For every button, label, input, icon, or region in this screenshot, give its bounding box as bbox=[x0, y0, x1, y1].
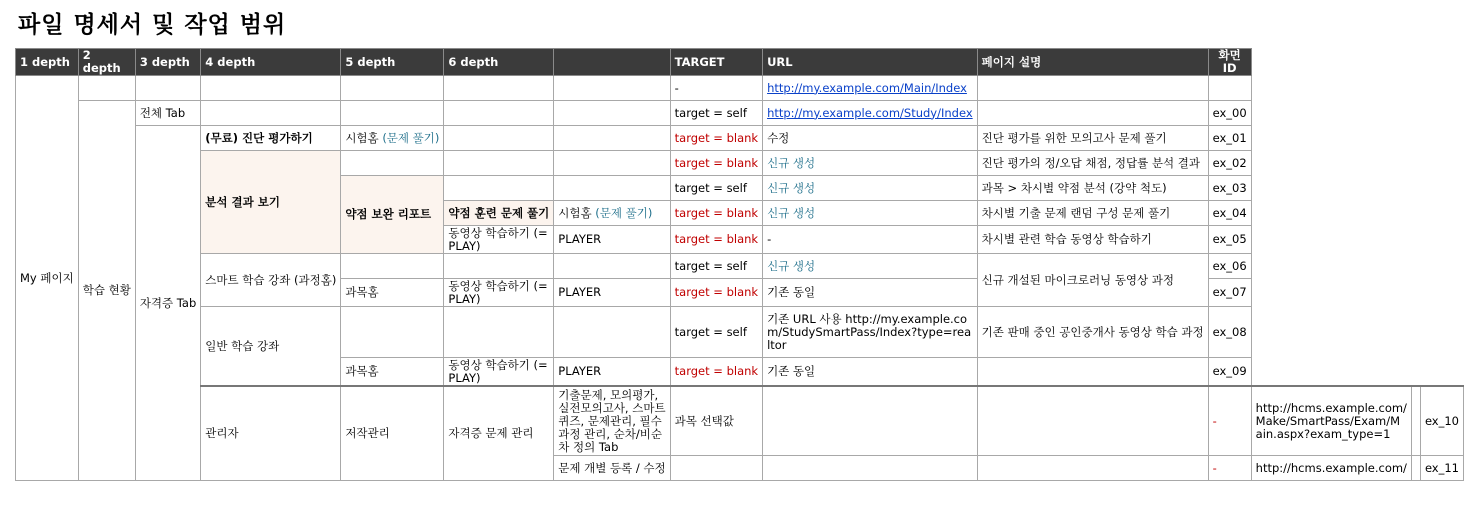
cell-depth6: 동영상 학습하기 (=PLAY) bbox=[444, 279, 554, 307]
cell-screen-id: ex_10 bbox=[1420, 386, 1463, 456]
cell-target: target = blank bbox=[670, 151, 762, 176]
cell-my-page: My 페이지 bbox=[16, 76, 79, 481]
cell-target: - bbox=[1208, 456, 1251, 481]
cell-url: - bbox=[763, 226, 978, 254]
cell-url: 기존 동일 bbox=[763, 279, 978, 307]
cell-description: 차시별 기출 문제 랜덤 구성 문제 풀기 bbox=[977, 201, 1208, 226]
cell-url: 신규 생성 bbox=[763, 176, 978, 201]
table-row bbox=[16, 254, 1464, 279]
cell-general-course: 일반 학습 강좌 bbox=[201, 307, 341, 387]
cell-target: target = self bbox=[670, 176, 762, 201]
cell-analysis: 분석 결과 보기 bbox=[201, 151, 341, 254]
cell-screen-id: ex_06 bbox=[1208, 254, 1251, 279]
cell-url: http://hcms.example.com/ bbox=[1251, 456, 1411, 481]
cell-screen-id: ex_05 bbox=[1208, 226, 1251, 254]
cell-description: 진단 평가를 위한 모의고사 문제 풀기 bbox=[977, 126, 1208, 151]
cell-target: target = blank bbox=[670, 226, 762, 254]
cell-url bbox=[763, 101, 978, 126]
cell-weak-report: 약점 보완 리포트 bbox=[341, 176, 444, 254]
table-row bbox=[16, 151, 1464, 176]
cell-target: - bbox=[670, 76, 762, 101]
cell-url: 기존 동일 bbox=[763, 358, 978, 387]
cell-target: target = blank bbox=[670, 358, 762, 387]
cell-description: 차시별 관련 학습 동영상 학습하기 bbox=[977, 226, 1208, 254]
cell-screen-id: ex_11 bbox=[1420, 456, 1463, 481]
cell-depth6: 동영상 학습하기 (=PLAY) bbox=[444, 226, 554, 254]
header-blank bbox=[554, 49, 670, 76]
cell-depth7: 시험홈 (문제 풀기) bbox=[554, 201, 670, 226]
cell-screen-id: ex_03 bbox=[1208, 176, 1251, 201]
table-row bbox=[16, 101, 1464, 126]
cell-screen-id: ex_02 bbox=[1208, 151, 1251, 176]
cell-admin: 관리자 bbox=[201, 386, 341, 481]
table-row bbox=[16, 386, 1464, 456]
cell-screen-id: ex_01 bbox=[1208, 126, 1251, 151]
header-url: URL bbox=[763, 49, 978, 76]
cell-description: 진단 평가의 정/오답 채점, 정답률 분석 결과 bbox=[977, 151, 1208, 176]
url-link[interactable]: http://my.example.com/Study/Index bbox=[767, 105, 973, 120]
cell-depth5: 시험홈 (문제 풀기) bbox=[341, 126, 444, 151]
cell-url: http://hcms.example.com/Make/SmartPass/Exam/Main.aspx?exam_type=1 bbox=[1251, 386, 1411, 456]
cell-depth6: 동영상 학습하기 (=PLAY) bbox=[444, 358, 554, 387]
header-depth3: 3 depth bbox=[135, 49, 200, 76]
cell-depth4: 문제 개별 등록 / 수정 bbox=[554, 456, 670, 481]
cell-target: target = self bbox=[670, 101, 762, 126]
cell-depth4: (무료) 진단 평가하기 bbox=[201, 126, 341, 151]
header-depth6: 6 depth bbox=[444, 49, 554, 76]
header-depth5: 5 depth bbox=[341, 49, 444, 76]
cell-screen-id: ex_08 bbox=[1208, 307, 1251, 358]
cell-target: target = blank bbox=[670, 126, 762, 151]
header-target: TARGET bbox=[670, 49, 762, 76]
table-row bbox=[16, 307, 1464, 358]
spec-table bbox=[15, 48, 1464, 481]
cell-depth6: 약점 훈련 문제 풀기 bbox=[444, 201, 554, 226]
cell-smart-course: 스마트 학습 강좌 (과정홈) bbox=[201, 254, 341, 307]
cell-target: - bbox=[1208, 386, 1251, 456]
cell-depth7: PLAYER bbox=[554, 226, 670, 254]
cell-depth7: PLAYER bbox=[554, 358, 670, 387]
header-screen-id: 화면 ID bbox=[1208, 49, 1251, 76]
table-row bbox=[16, 126, 1464, 151]
header-depth2: 2 depth bbox=[78, 49, 135, 76]
cell-url: 수정 bbox=[763, 126, 978, 151]
cell-study-status: 학습 현황 bbox=[78, 101, 135, 481]
cell-screen-id: ex_04 bbox=[1208, 201, 1251, 226]
table-row bbox=[16, 76, 1464, 101]
cell-url: 신규 생성 bbox=[763, 201, 978, 226]
cell-description: 과목 > 차시별 약점 분석 (강약 척도) bbox=[977, 176, 1208, 201]
cell-depth5: 과목 선택값 bbox=[670, 386, 762, 456]
header-depth1: 1 depth bbox=[16, 49, 79, 76]
cell-url bbox=[763, 76, 978, 101]
cell-description: 신규 개설된 마이크로러닝 동영상 과정 bbox=[977, 254, 1208, 307]
cell-depth5: 과목홈 bbox=[341, 279, 444, 307]
cell-depth4: 기출문제, 모의평가, 실전모의고사, 스마트퀴즈, 문제관리, 필수 과정 관리, 순차/비순차 정의 Tab bbox=[554, 386, 670, 456]
header-description: 페이지 설명 bbox=[977, 49, 1208, 76]
cell-screen-id: ex_09 bbox=[1208, 358, 1251, 387]
cell-cert-tab: 자격증 Tab bbox=[135, 126, 200, 481]
cell-url: 신규 생성 bbox=[763, 151, 978, 176]
cell-description: 기존 판매 중인 공인중개사 동영상 학습 과정 bbox=[977, 307, 1208, 358]
cell-cert-question-mgmt: 자격증 문제 관리 bbox=[444, 386, 554, 481]
cell-url: 신규 생성 bbox=[763, 254, 978, 279]
cell-screen-id: ex_00 bbox=[1208, 101, 1251, 126]
header-row bbox=[16, 49, 1464, 76]
cell-target: target = blank bbox=[670, 201, 762, 226]
cell-authoring: 저작관리 bbox=[341, 386, 444, 481]
cell-depth3: 전체 Tab bbox=[135, 101, 200, 126]
cell-url: 기존 URL 사용 http://my.example.com/StudySmartPass/Index?type=realtor bbox=[763, 307, 978, 358]
cell-depth7: PLAYER bbox=[554, 279, 670, 307]
header-depth4: 4 depth bbox=[201, 49, 341, 76]
cell-target: target = blank bbox=[670, 279, 762, 307]
cell-target: target = self bbox=[670, 254, 762, 279]
cell-target: target = self bbox=[670, 307, 762, 358]
page-title: 파일 명세서 및 작업 범위 bbox=[18, 12, 287, 38]
url-link[interactable]: http://my.example.com/Main/Index bbox=[767, 80, 967, 95]
cell-depth5: 과목홈 bbox=[341, 358, 444, 387]
cell-screen-id: ex_07 bbox=[1208, 279, 1251, 307]
